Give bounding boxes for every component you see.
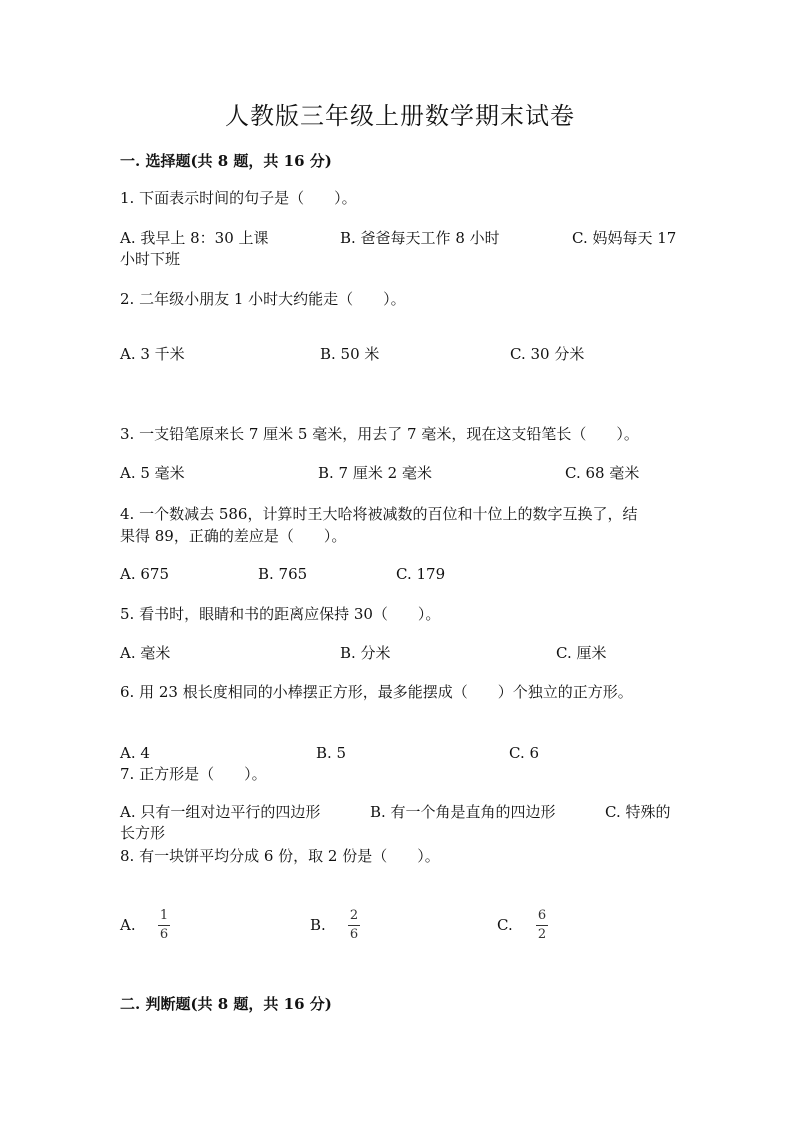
fraction-b-denominator: 6 xyxy=(349,927,359,942)
question-8-fraction-a xyxy=(158,909,170,942)
fraction-b-bar xyxy=(348,925,360,926)
question-2-option-b: B. 50 米 xyxy=(320,345,380,363)
question-8-option-b: B. xyxy=(310,916,326,934)
question-4-line-2: 果得 89，正确的差应是（ ）。 xyxy=(120,527,347,545)
question-7-option-a: A. 只有一组对边平行的四边形 xyxy=(120,803,321,821)
question-3: 3. 一支铅笔原来长 7 厘米 5 毫米，用去了 7 毫米，现在这支铅笔长（ ）。 xyxy=(120,425,639,443)
question-5-option-a: A. 毫米 xyxy=(120,644,171,662)
question-7-option-b: B. 有一个角是直角的四边形 xyxy=(370,803,556,821)
question-2-option-a: A. 3 千米 xyxy=(120,345,185,363)
question-7: 7. 正方形是（ ）。 xyxy=(120,765,267,783)
question-7-option-c-wrap: 长方形 xyxy=(120,824,166,842)
question-5-option-c: C. 厘米 xyxy=(556,644,607,662)
question-6-option-c: C. 6 xyxy=(509,744,540,762)
question-3-option-c: C. 68 毫米 xyxy=(565,464,640,482)
question-3-option-a: A. 5 毫米 xyxy=(120,464,185,482)
fraction-c-bar xyxy=(536,925,548,926)
question-1-option-c-wrap: 小时下班 xyxy=(120,250,181,268)
question-6-option-a: A. 4 xyxy=(120,744,150,762)
section-heading-true-false: 二. 判断题(共 8 题，共 16 分) xyxy=(120,995,332,1013)
question-4-option-b: B. 765 xyxy=(258,565,308,583)
question-7-option-c: C. 特殊的 xyxy=(605,803,671,821)
question-5-option-b: B. 分米 xyxy=(340,644,391,662)
question-6-option-b: B. 5 xyxy=(316,744,347,762)
question-4-line-1: 4. 一个数减去 586，计算时王大哈将被减数的百位和十位上的数字互换了，结 xyxy=(120,505,638,523)
question-3-option-b: B. 7 厘米 2 毫米 xyxy=(318,464,432,482)
fraction-a-numerator: 1 xyxy=(159,908,169,923)
question-1: 1. 下面表示时间的句子是（ ）。 xyxy=(120,189,357,207)
question-8-option-c: C. xyxy=(497,916,513,934)
fraction-a-bar xyxy=(158,925,170,926)
question-1-option-b: B. 爸爸每天工作 8 小时 xyxy=(340,229,500,247)
section-heading-multiple-choice: 一. 选择题(共 8 题，共 16 分) xyxy=(120,152,332,170)
question-4-option-c: C. 179 xyxy=(396,565,446,583)
question-8-fraction-c xyxy=(536,909,548,942)
question-4-option-a: A. 675 xyxy=(120,565,169,583)
question-5: 5. 看书时，眼睛和书的距离应保持 30（ ）。 xyxy=(120,605,441,623)
question-8-fraction-b xyxy=(348,909,360,942)
question-2-option-c: C. 30 分米 xyxy=(510,345,585,363)
question-1-option-a: A. 我早上 8：30 上课 xyxy=(120,229,269,247)
question-2: 2. 二年级小朋友 1 小时大约能走（ ）。 xyxy=(120,290,406,308)
fraction-b-numerator: 2 xyxy=(349,908,359,923)
question-1-option-c: C. 妈妈每天 17 xyxy=(572,229,677,247)
question-8-option-a: A. xyxy=(120,916,136,934)
question-6: 6. 用 23 根长度相同的小棒摆正方形，最多能摆成（ ）个独立的正方形。 xyxy=(120,683,633,701)
fraction-c-denominator: 2 xyxy=(537,927,547,942)
fraction-a-denominator: 6 xyxy=(159,927,169,942)
question-8: 8. 有一块饼平均分成 6 份，取 2 份是（ ）。 xyxy=(120,847,440,865)
page-title: 人教版三年级上册数学期末试卷 xyxy=(225,102,575,130)
fraction-c-numerator: 6 xyxy=(537,908,547,923)
